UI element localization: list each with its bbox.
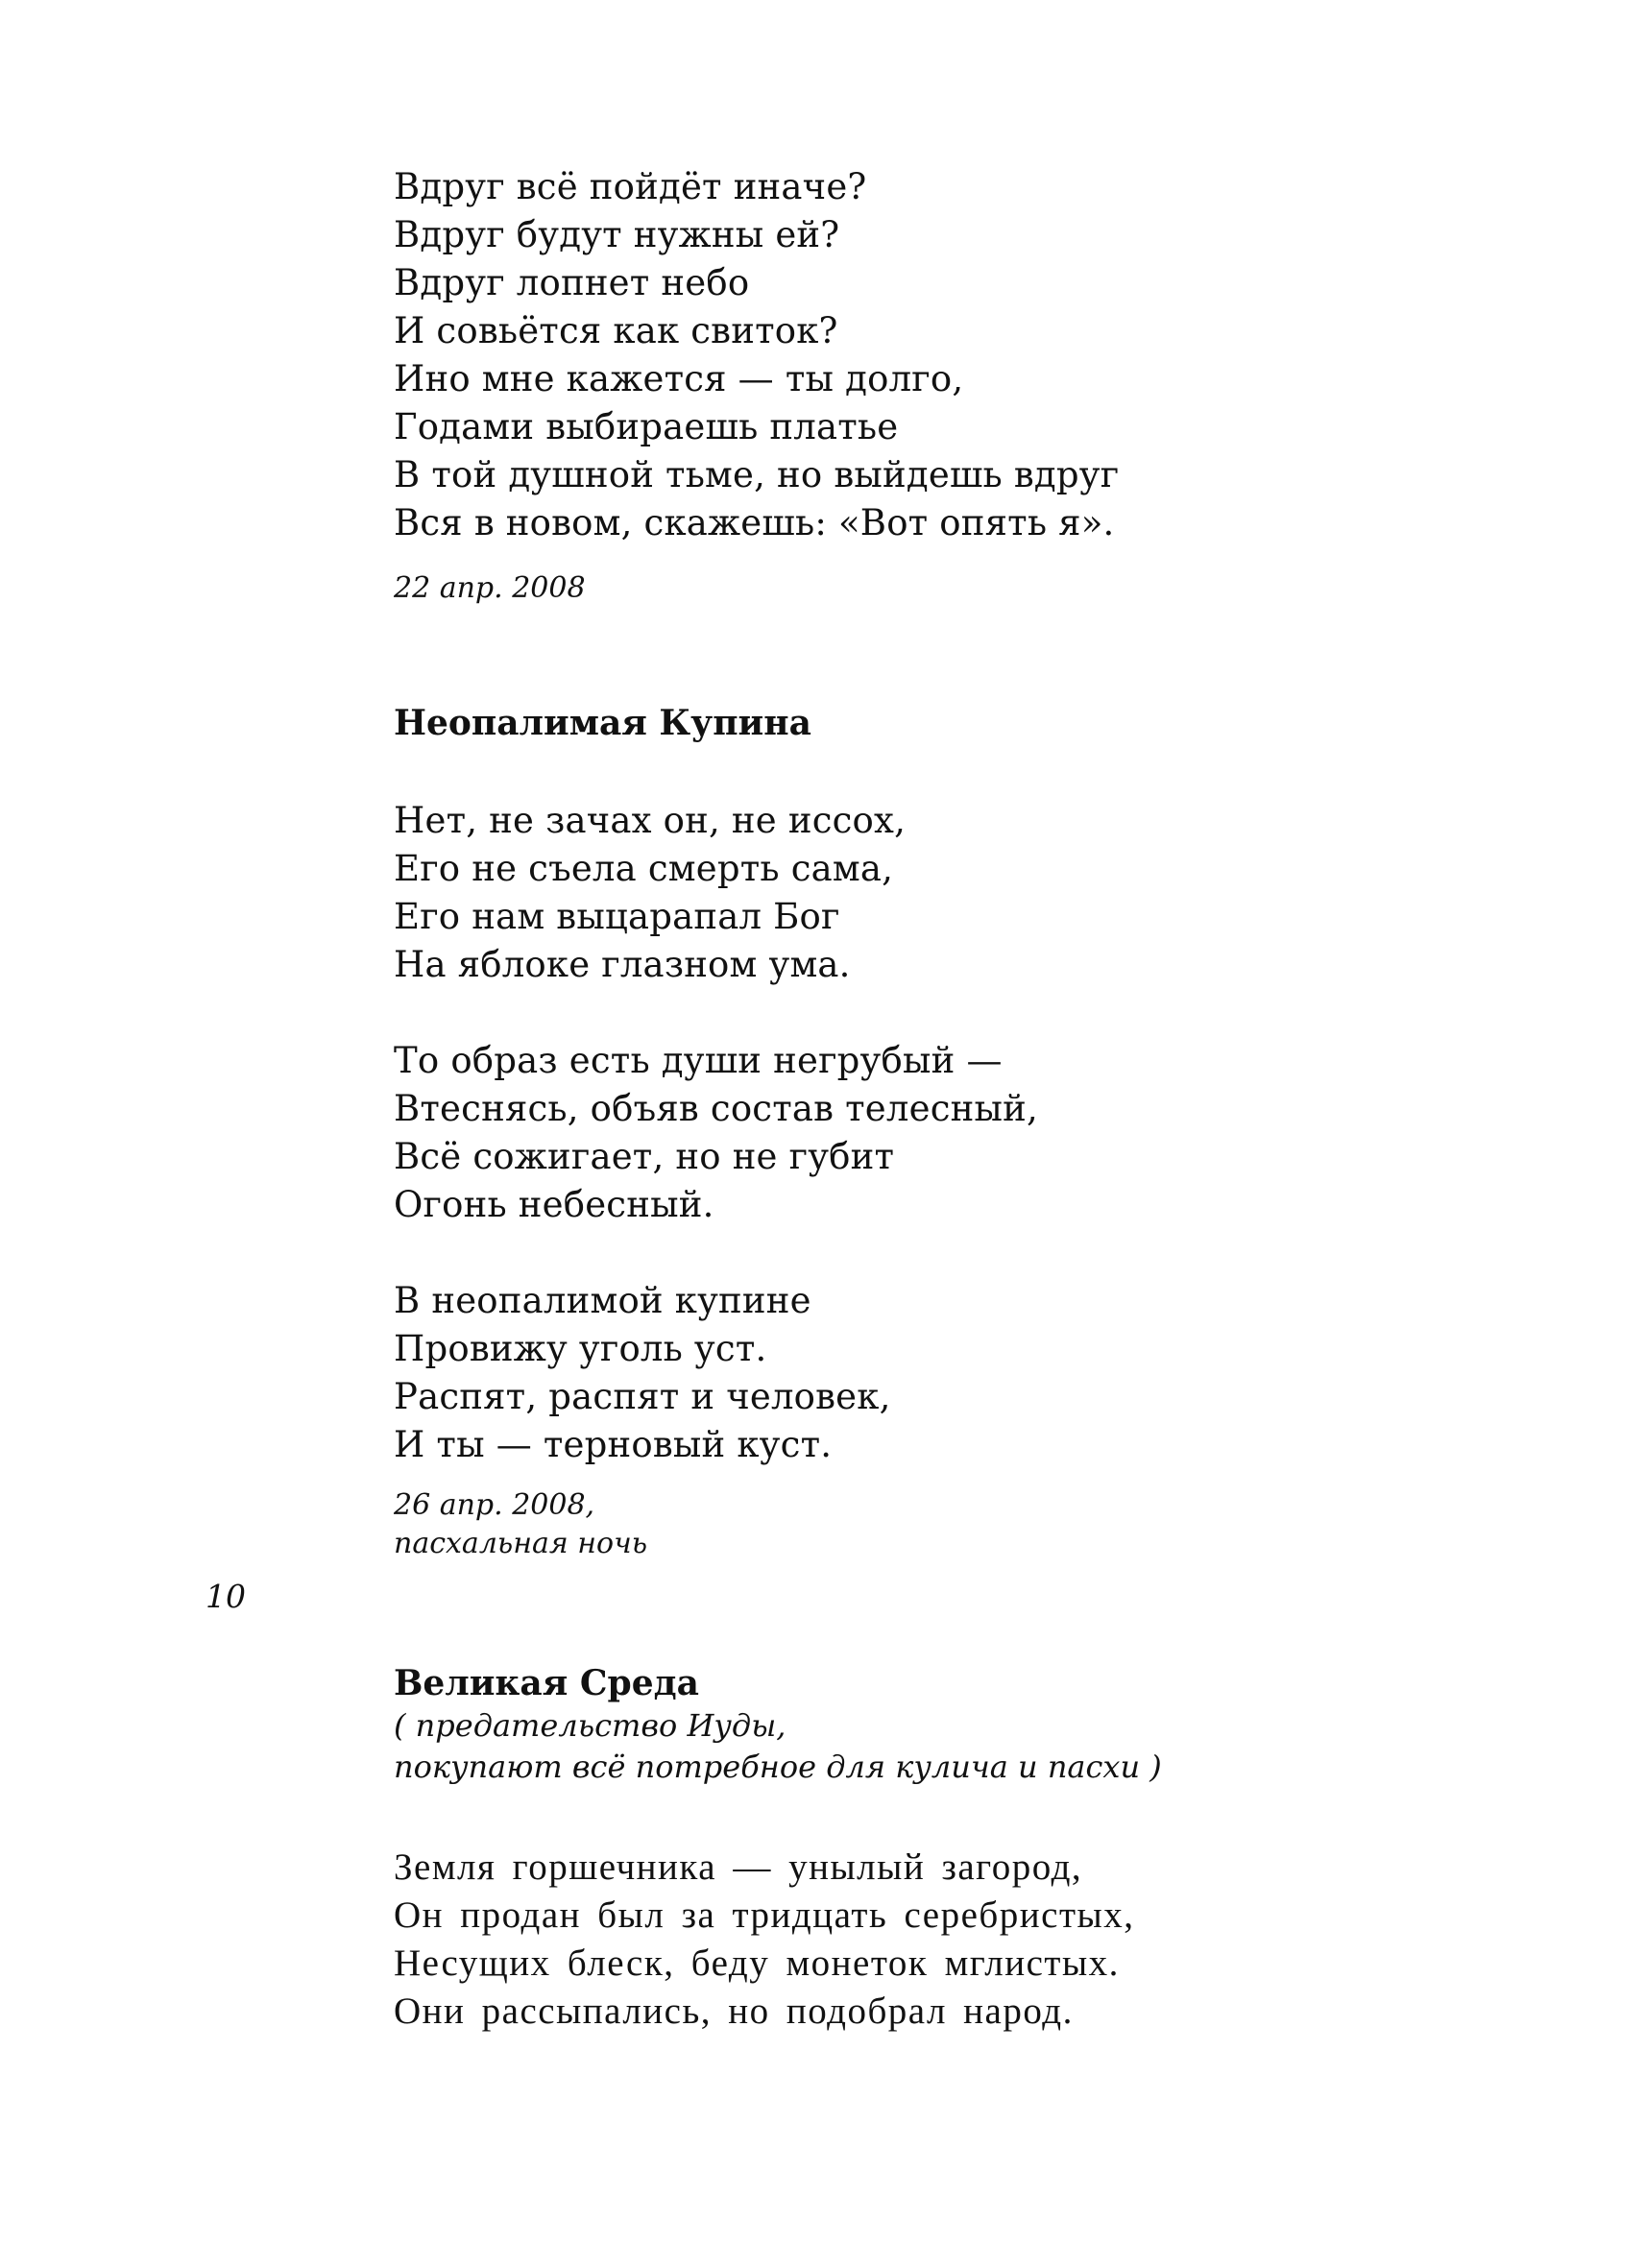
verse-line: Вдруг всё пойдёт иначе? bbox=[394, 166, 867, 207]
poem-1-stanza bbox=[394, 163, 1546, 547]
verse-line: На яблоке глазном ума. bbox=[394, 944, 851, 985]
poem-2-title-block bbox=[394, 701, 1546, 745]
verse-line: Его нам выцарапал Бог bbox=[394, 896, 840, 937]
verse-line: Всё сожигает, но не губит bbox=[394, 1136, 895, 1177]
poem-date-line: 26 апр. 2008, bbox=[394, 1488, 595, 1522]
page-number: 10 bbox=[206, 1578, 246, 1615]
poem-2-date bbox=[394, 1486, 1546, 1563]
poem-date-line: пасхальная ночь bbox=[394, 1527, 648, 1560]
poem-1-date bbox=[394, 569, 1546, 608]
verse-line: Он продан был за тридцать серебристых, bbox=[394, 1894, 1135, 1936]
verse-line: Провижу уголь уст. bbox=[394, 1328, 767, 1369]
verse-line: Вся в новом, скажешь: «Вот опять я». bbox=[394, 502, 1115, 543]
verse-line: И ты — терновый куст. bbox=[394, 1424, 833, 1465]
verse-line: Ино мне кажется — ты долго, bbox=[394, 358, 964, 399]
verse-line: Огонь небесный. bbox=[394, 1184, 714, 1225]
poem-date: 22 апр. 2008 bbox=[394, 571, 586, 605]
poem-subtitle-line: ( предательство Иуды, bbox=[394, 1707, 786, 1744]
poem-subtitle-line: покупают всё потребное для кулича и пасхи ) bbox=[394, 1749, 1162, 1785]
verse-line: То образ есть души негрубый — bbox=[394, 1040, 1003, 1081]
verse-line: Нет, не зачах он, не иссох, bbox=[394, 800, 907, 841]
poem-3-heading bbox=[394, 1661, 1546, 1788]
poem-2-stanza-3 bbox=[394, 1277, 1546, 1469]
verse-line: Годами выбираешь платье bbox=[394, 406, 899, 447]
poem-title: Неопалимая Купина bbox=[394, 703, 811, 743]
verse-line: В неопалимой купине bbox=[394, 1280, 811, 1321]
poem-2-stanza-1 bbox=[394, 797, 1546, 989]
verse-line: Вдруг лопнет небо bbox=[394, 262, 750, 303]
verse-line: И совьётся как свиток? bbox=[394, 310, 838, 351]
verse-line: В той душной тьме, но выйдешь вдруг bbox=[394, 454, 1120, 495]
poem-2-stanza-2 bbox=[394, 1037, 1546, 1229]
verse-line: Они рассыпались, но подобрал народ. bbox=[394, 1991, 1074, 2032]
verse-line: Вдруг будут нужны ей? bbox=[394, 214, 840, 255]
poem-3-stanza bbox=[394, 1844, 1546, 2036]
verse-line: Распят, распят и человек, bbox=[394, 1376, 891, 1417]
verse-line: Его не съела смерть сама, bbox=[394, 848, 894, 889]
verse-line: Втеснясь, объяв состав телесный, bbox=[394, 1088, 1038, 1129]
verse-line: Земля горшечника — унылый загород, bbox=[394, 1846, 1083, 1888]
verse-line: Несущих блеск, беду монеток мглистых. bbox=[394, 1942, 1120, 1984]
poem-title: Великая Среда bbox=[394, 1663, 699, 1703]
